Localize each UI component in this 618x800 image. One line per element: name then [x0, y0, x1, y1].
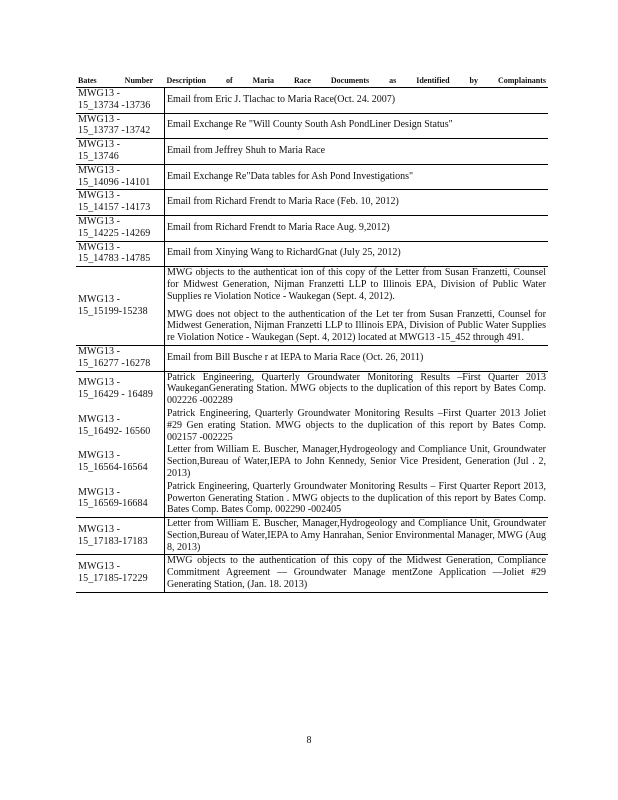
bates-cell: [76, 408, 164, 444]
bates-line: MWG13 -: [78, 377, 121, 389]
table-row: [76, 241, 548, 267]
bates-cell: [76, 481, 164, 518]
bates-cell: [76, 215, 164, 241]
table-row: [76, 481, 548, 518]
table-body: [76, 88, 548, 593]
bates-line: MWG13 -: [78, 450, 121, 462]
bates-cell: [76, 190, 164, 216]
bates-cell: [76, 555, 164, 592]
description-cell: [164, 408, 548, 444]
bates-line: MWG13 -: [78, 113, 121, 125]
bates-line: 15_13734 -13736: [78, 99, 151, 111]
bates-line: MWG13 -: [78, 523, 121, 535]
bates-cell: [76, 139, 164, 165]
bates-line: MWG13 -: [78, 215, 121, 227]
description-cell: [164, 518, 548, 555]
bates-line: 15_13737 -13742: [78, 125, 151, 137]
description-paragraph: Email from Eric J. Tlachac to Maria Race(Oct. 24. 2007): [166, 93, 396, 105]
bates-line: 15_14783 -14785: [78, 253, 151, 265]
description-paragraph: Letter from William E. Buscher, Manager,Hydrogeology and Compliance Unit, Groundwater Section,Bureau of Water,IEPA to Amy Hanrahan, Senior Environmental Manager, MWG (Aug 8, 2013): [166, 518, 546, 553]
description-cell: [164, 241, 548, 267]
description-paragraph: Email from Bill Busche r at IEPA to Maria Race (Oct. 26, 2011): [166, 351, 424, 363]
bates-line: 15_16277 -16278: [78, 357, 151, 369]
bates-line: 15_16564-16564: [78, 462, 148, 473]
description-cell: [164, 190, 548, 216]
description-cell: [164, 345, 548, 371]
bates-line: MWG13 -: [78, 561, 121, 573]
bates-line: 15_14096 -14101: [78, 176, 151, 188]
description-paragraph: Email from Richard Frendt to Maria Race Aug. 9,2012): [166, 221, 390, 233]
table-row: [76, 267, 548, 346]
bates-cell: [76, 113, 164, 139]
bates-cell: [76, 518, 164, 555]
description-paragraph: Patrick Engineering, Quarterly Groundwater Monitoring Results – First Quarter Report 2013, Powerton Generating Station . MWG objects to the duplication of this report by Bates Comp. Bates Comp. Bates Comp. 002290 -002405: [166, 480, 546, 516]
description-paragraph: Patrick Engineering, Quarterly Groundwater Monitoring Results –First Quarter 2013 Joliet #29 Gen erating Station. MWG objects to the duplication of this report by Bates Comp. 002157 -002225: [166, 407, 546, 443]
bates-cell: [76, 371, 164, 408]
bates-cell: [76, 241, 164, 267]
description-paragraph: Email from Richard Frendt to Maria Race (Feb. 10, 2012): [166, 196, 399, 208]
bates-line: MWG13 -: [78, 413, 121, 425]
bates-line: MWG13 -: [78, 88, 121, 99]
table-header: [76, 75, 548, 88]
description-cell: [164, 113, 548, 139]
table-row: [76, 113, 548, 139]
table-row: [76, 555, 548, 592]
bates-line: MWG13 -: [78, 293, 121, 305]
bates-line: 15_15199-15238: [78, 305, 148, 317]
bates-line: MWG13 -: [78, 190, 121, 202]
table-row: [76, 139, 548, 165]
description-paragraph: Letter from William E. Buscher, Manager,Hydrogeology and Compliance Unit, Groundwater Section,Bureau of Water,IEPA to John Kennedy, Senior Vice President, Generation (Jul . 2, 2013): [166, 444, 546, 479]
table-row: [76, 215, 548, 241]
description-cell: [164, 444, 548, 480]
table-row: [76, 164, 548, 190]
description-cell: [164, 555, 548, 592]
description-cell: [164, 371, 548, 408]
bates-cell: [76, 164, 164, 190]
bates-line: 15_17183-17183: [78, 535, 148, 547]
bates-line: 15_14225 -14269: [78, 227, 151, 239]
description-cell: [164, 267, 548, 346]
bates-line: 15_14157 -14173: [78, 202, 151, 214]
table-row: [76, 444, 548, 480]
bates-cell: [76, 267, 164, 346]
bates-line: MWG13 -: [78, 486, 121, 498]
table-row: [76, 88, 548, 114]
bates-line: 15_16569-16684: [78, 498, 148, 510]
table-row: [76, 190, 548, 216]
bates-line: 15_16492- 16560: [78, 425, 151, 437]
description-paragraph: MWG objects to the authentication of this copy of the Midwest Generation, Compliance Commitment Agreement — Groundwater Manage mentZone Application —Joliet #29 Generating Station, (Jan. 18. 2013): [166, 555, 546, 591]
bates-line: MWG13 -: [78, 139, 121, 151]
description-paragraph: Email from Xinying Wang to RichardGnat (July 25, 2012): [166, 247, 401, 259]
description-cell: [164, 88, 548, 114]
page-number: 8: [306, 735, 312, 746]
bates-line: MWG13 -: [78, 345, 121, 357]
bates-line: 15_13746: [78, 150, 119, 162]
description-cell: [164, 215, 548, 241]
bates-line: MWG13 -: [78, 164, 121, 176]
table-row: [76, 408, 548, 444]
bates-header-word2: Number: [124, 76, 154, 86]
bates-cell: [76, 345, 164, 371]
bates-header-word1: Bates: [78, 76, 97, 86]
description-paragraph: Patrick Engineering, Quarterly Groundwater Monitoring Results –First Quarter 2013 WaukeganGenerating Station. MWG objects to the duplication of this report by Bates Comp. 002226 -002289: [166, 371, 546, 407]
description-paragraph: Email Exchange Re "Will County South Ash PondLiner Design Status": [166, 119, 453, 131]
table-row: [76, 345, 548, 371]
description-paragraph: Email from Jeffrey Shuh to Maria Race: [166, 145, 326, 157]
table-row: [76, 518, 548, 555]
bates-cell: [76, 88, 164, 114]
bates-line: 15_17185-17229: [78, 573, 148, 585]
documents-table: [76, 75, 548, 593]
table-row: [76, 371, 548, 408]
description-cell: [164, 481, 548, 518]
description-paragraph: MWG objects to the authenticat ion of this copy of the Letter from Susan Franzetti, Counsel for Midwest Generation, Nijman Franzetti LLP to Illinois EPA, Division of Public Water Supplies re Violation Notice - Waukegan (Sept. 4, 2012).: [166, 267, 546, 302]
description-cell: [164, 139, 548, 165]
bates-number-header: [76, 75, 164, 88]
bates-line: MWG13 -: [78, 241, 121, 253]
description-paragraph: Email Exchange Re"Data tables for Ash Pond Investigations": [166, 170, 414, 182]
bates-cell: [76, 444, 164, 480]
description-header: Description of Maria Race Documents as Identified by Complainants: [164, 75, 548, 88]
bates-line: 15_16429 - 16489: [78, 389, 153, 401]
description-cell: [164, 164, 548, 190]
description-paragraph: MWG does not object to the authentication of the Let ter from Susan Franzetti, Counsel for Midwest Generation, Nijman Franzetti LLP to Illinois EPA, Division of Public Water Supplies re Violation Notice - Waukegan (Sept. 4, 2012) located at MWG13 -15_452 through 491.: [166, 308, 546, 344]
